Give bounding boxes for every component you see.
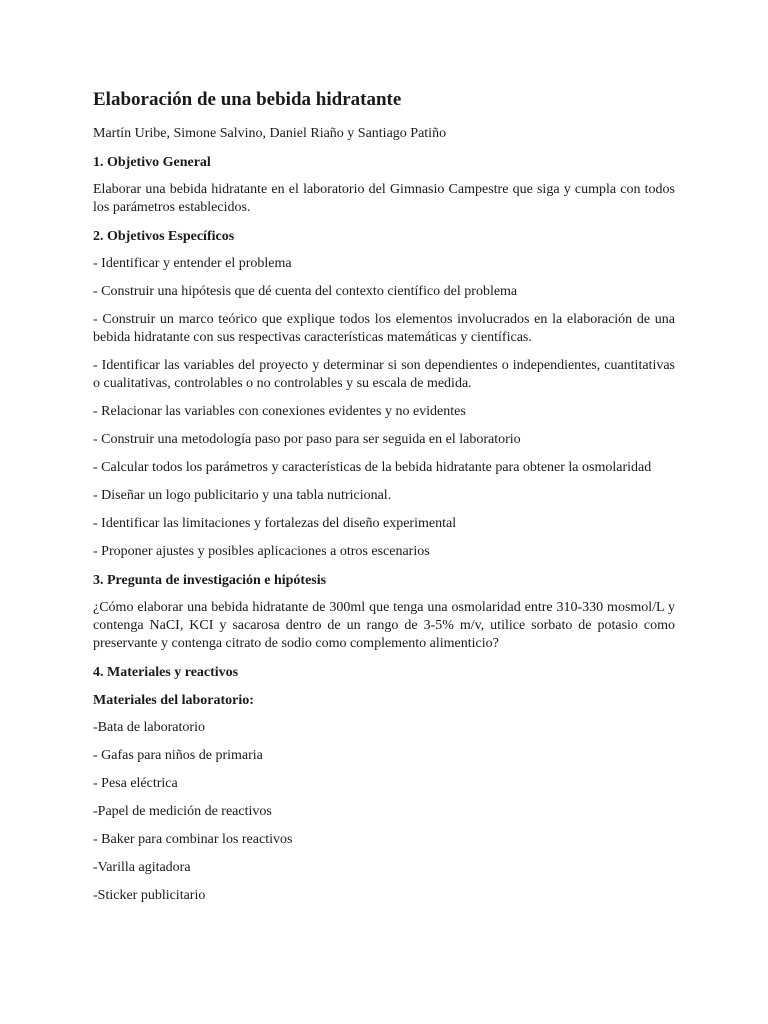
list-item: - Identificar las limitaciones y fortalezas del diseño experimental bbox=[93, 516, 457, 531]
list-item: -Sticker publicitario bbox=[93, 888, 206, 903]
list-item: -Bata de laboratorio bbox=[93, 720, 205, 735]
list-item: - Proponer ajustes y posibles aplicaciones a otros escenarios bbox=[93, 544, 430, 559]
list-item: - Diseñar un logo publicitario y una tabla nutricional. bbox=[93, 488, 392, 503]
section-heading-research-question: 3. Pregunta de investigación e hipótesis bbox=[93, 573, 327, 588]
document-title: Elaboración de una bebida hidratante bbox=[93, 89, 402, 110]
section-heading-materials: 4. Materiales y reactivos bbox=[93, 665, 239, 680]
list-item: - Construir una metodología paso por paso para ser seguida en el laboratorio bbox=[93, 432, 521, 447]
list-item: - Identificar las variables del proyecto y determinar si son dependientes o independientes, cuantitativas o cualitativas, controlables o no controlables y su escala de medida. bbox=[93, 358, 675, 391]
list-item: - Construir un marco teórico que explique todos los elementos involucrados en la elaboración de una bebida hidratante con sus respectivas características matemáticas y científicas. bbox=[93, 312, 675, 345]
list-item: - Gafas para niños de primaria bbox=[93, 748, 263, 763]
list-item: - Construir una hipótesis que dé cuenta del contexto científico del problema bbox=[93, 284, 518, 299]
list-item: - Relacionar las variables con conexiones evidentes y no evidentes bbox=[93, 404, 466, 419]
research-question-text: ¿Cómo elaborar una bebida hidratante de 300ml que tenga una osmolaridad entre 310-330 mosmol/L y contenga NaCI, KCI y sacarosa dentro de un rango de 3-5% m/v, utilice sorbato de potasio como preservante y contenga citrato de sodio como complemento alimenticio? bbox=[93, 600, 675, 651]
section-heading-general-objective: 1. Objetivo General bbox=[93, 155, 211, 170]
materials-subheading: Materiales del laboratorio: bbox=[93, 693, 254, 708]
general-objective-text: Elaborar una bebida hidratante en el laboratorio del Gimnasio Campestre que siga y cumpla con todos los parámetros establecidos. bbox=[93, 182, 675, 215]
document-page bbox=[93, 86, 675, 915]
list-item: - Baker para combinar los reactivos bbox=[93, 832, 293, 847]
document-authors: Martín Uribe, Simone Salvino, Daniel Riaño y Santiago Patiño bbox=[93, 126, 447, 141]
list-item: -Varilla agitadora bbox=[93, 860, 191, 875]
list-item: - Identificar y entender el problema bbox=[93, 256, 292, 271]
list-item: -Papel de medición de reactivos bbox=[93, 804, 272, 819]
section-heading-specific-objectives: 2. Objetivos Específicos bbox=[93, 229, 235, 244]
list-item: - Pesa eléctrica bbox=[93, 776, 178, 791]
list-item: - Calcular todos los parámetros y características de la bebida hidratante para obtener la osmolaridad bbox=[93, 460, 652, 475]
